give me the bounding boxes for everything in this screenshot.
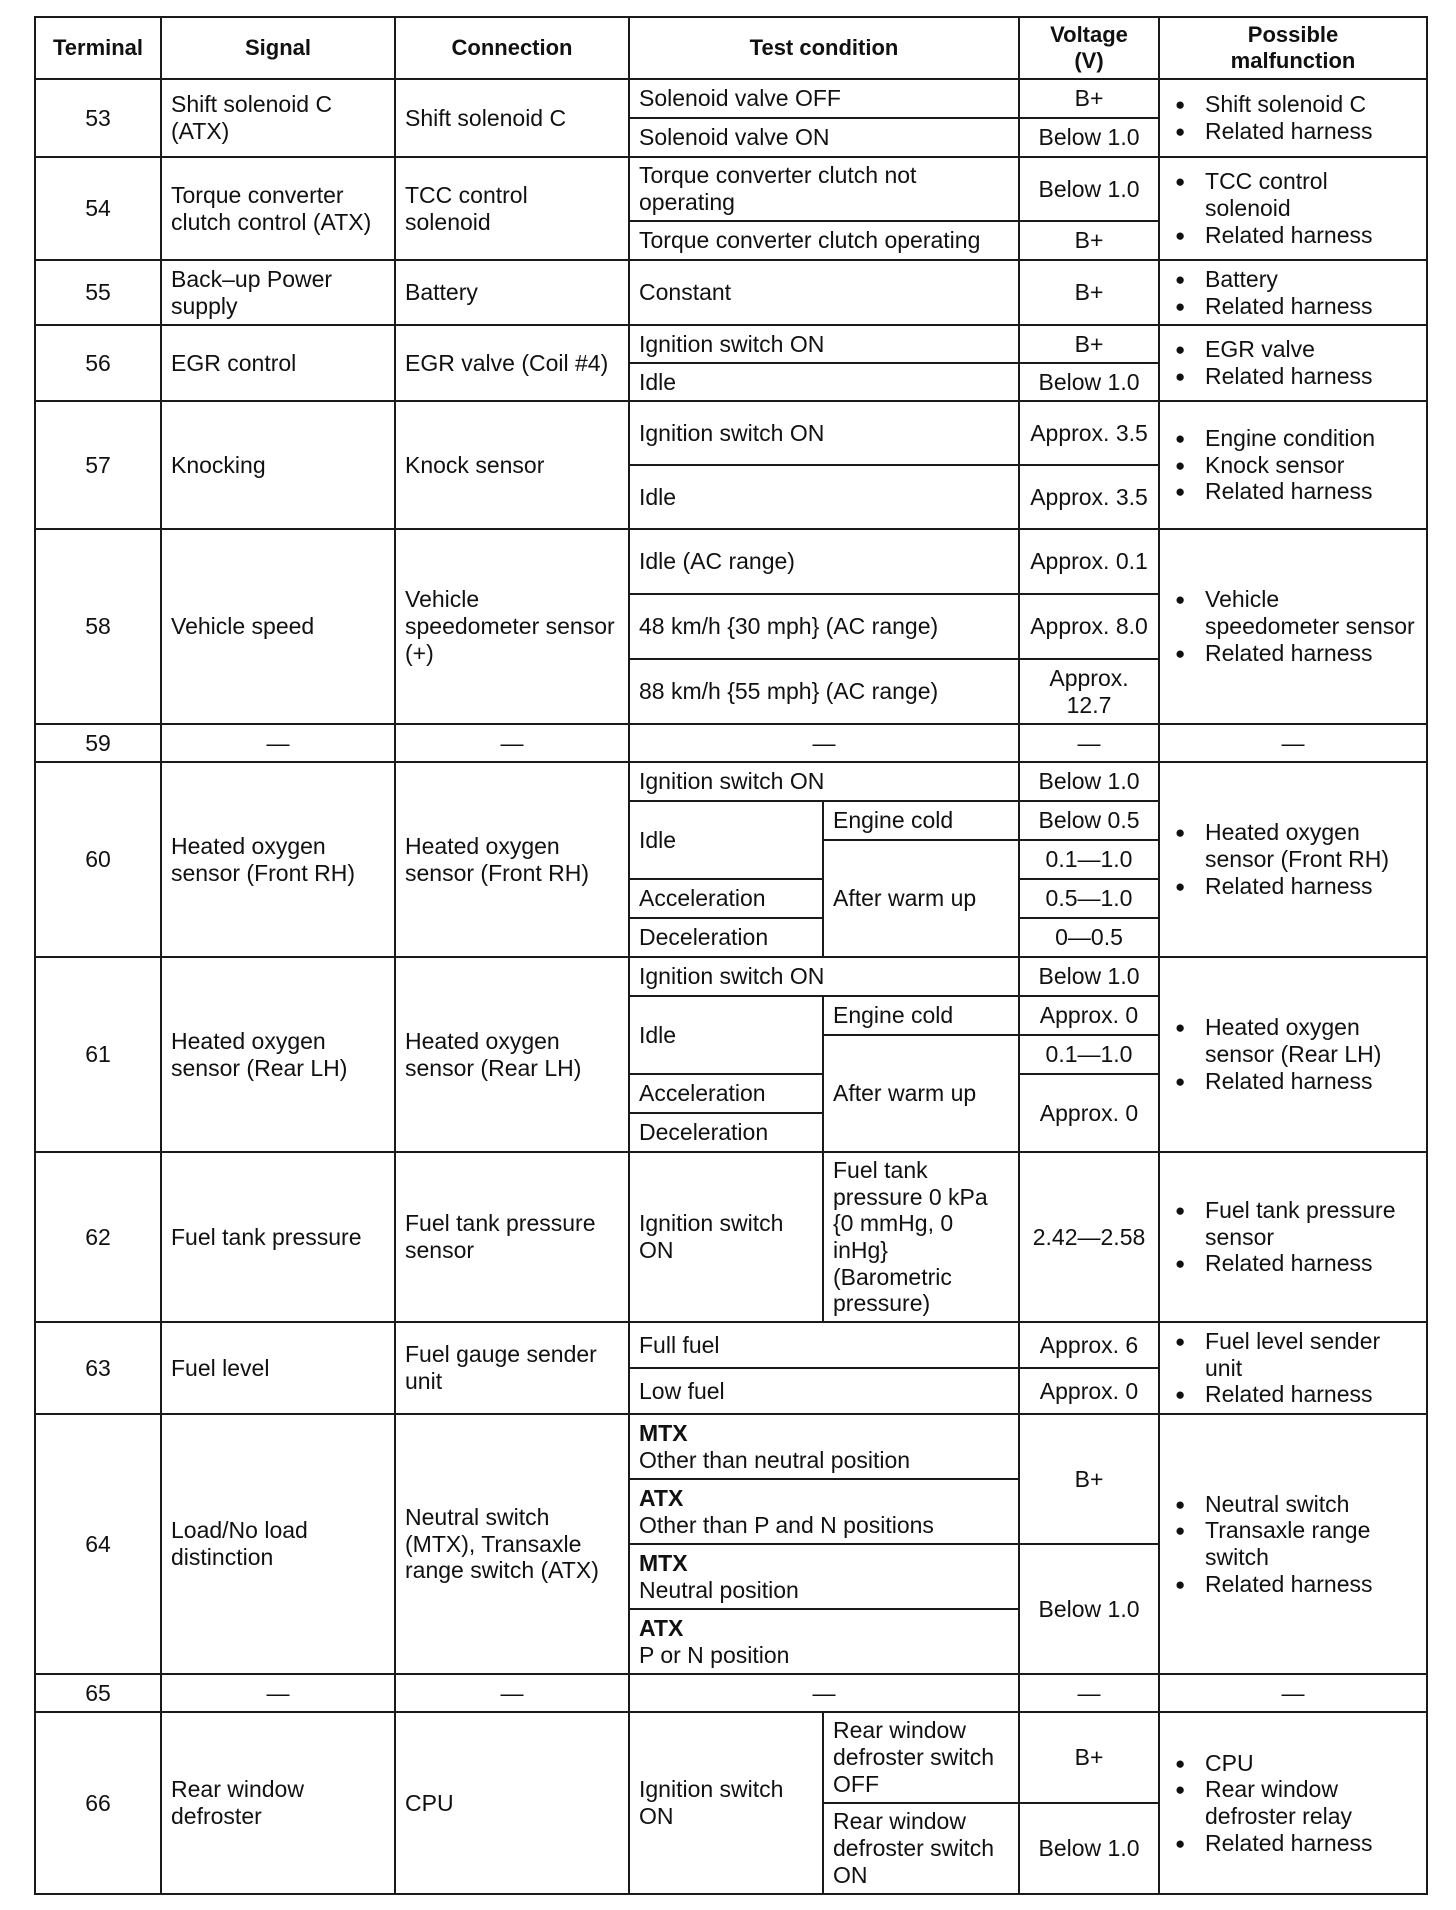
malfunction-cell [1159,260,1427,325]
condition-cell: Full fuel [629,1322,1019,1368]
terminal-number: 61 [35,957,161,1152]
malfunction-cell [1159,79,1427,157]
condition-title: ATX [639,1614,684,1641]
voltage-cell: Below 1.0 [1019,762,1159,801]
signal-cell: Vehicle speed [161,529,395,724]
malfunction-item: ● Related harness [1173,1068,1417,1095]
malfunction-item: ● Related harness [1173,222,1417,249]
malfunction-cell [1159,1322,1427,1414]
malfunction-item: ● Engine condition [1173,425,1417,452]
header-connection: Connection [395,17,629,79]
malfunction-item: ● Battery [1173,266,1417,293]
table-row [35,762,1427,801]
malfunction-cell [1159,401,1427,529]
terminal-number: 54 [35,157,161,260]
table-row [35,724,1427,762]
subcondition-cell: Engine cold [823,996,1019,1035]
header-test-condition: Test condition [629,17,1019,79]
malfunction-cell [1159,1712,1427,1894]
header-malfunction-line1: Possible [1247,22,1339,48]
condition-cell: Ignition switch ON [629,1712,823,1894]
table-row [35,325,1427,363]
subcondition-cell: Fuel tank pressure 0 kPa {0 mmHg, 0 inHg} (Barometric pressure) [823,1152,1019,1322]
condition-cell: Torque converter clutch operating [629,221,1019,260]
voltage-cell: Below 1.0 [1019,1544,1159,1674]
header-malfunction-line2: malfunction [1230,48,1356,73]
voltage-cell: 2.42—2.58 [1019,1152,1159,1322]
condition-cell: 48 km/h {30 mph} (AC range) [629,594,1019,659]
voltage-cell: B+ [1019,325,1159,363]
condition-cell: — [629,724,1019,762]
voltage-cell: — [1019,1674,1159,1712]
condition-cell: — [629,1674,1019,1712]
signal-cell: Knocking [161,401,395,529]
voltage-cell: B+ [1019,221,1159,260]
table-row [35,957,1427,996]
signal-cell: — [161,1674,395,1712]
terminal-number: 60 [35,762,161,957]
voltage-cell: B+ [1019,1414,1159,1544]
voltage-cell: Approx. 0 [1019,1368,1159,1414]
condition-cell: Solenoid valve ON [629,118,1019,157]
table-row [35,79,1427,118]
signal-cell: Shift solenoid C (ATX) [161,79,395,157]
signal-cell: Heated oxygen sensor (Front RH) [161,762,395,957]
header-voltage-label: Voltage [1050,22,1128,48]
condition-title: MTX [639,1549,688,1576]
malfunction-cell: — [1159,1674,1427,1712]
connection-cell: Heated oxygen sensor (Front RH) [395,762,629,957]
condition-cell: Ignition switch ON [629,1152,823,1322]
voltage-cell: Approx. 0.1 [1019,529,1159,594]
connection-cell: Shift solenoid C [395,79,629,157]
connection-cell: Battery [395,260,629,325]
subcondition-cell: Engine cold [823,801,1019,840]
terminal-number: 66 [35,1712,161,1894]
malfunction-item: ● Vehicle speedometer sensor [1173,586,1417,639]
malfunction-item: ● Related harness [1173,1381,1417,1408]
malfunction-item: ● Knock sensor [1173,452,1417,479]
condition-cell: Acceleration [629,1074,823,1113]
malfunction-item: ● CPU [1173,1750,1417,1777]
voltage-cell: Approx. 0 [1019,1074,1159,1152]
condition-cell [629,1544,1019,1609]
terminal-voltage-table [34,16,1428,1895]
connection-cell: Fuel gauge sender unit [395,1322,629,1414]
condition-cell: Solenoid valve OFF [629,79,1019,118]
voltage-cell: Below 1.0 [1019,363,1159,401]
condition-text: P or N position [639,1641,790,1668]
malfunction-cell [1159,957,1427,1152]
malfunction-item: ● Related harness [1173,1250,1417,1277]
terminal-number: 59 [35,724,161,762]
condition-cell: Idle (AC range) [629,529,1019,594]
voltage-cell: Below 1.0 [1019,157,1159,221]
header-voltage-unit: (V) [1074,48,1104,73]
condition-cell [629,1609,1019,1674]
voltage-cell: Approx. 8.0 [1019,594,1159,659]
malfunction-cell [1159,529,1427,724]
connection-cell: Fuel tank pressure sensor [395,1152,629,1322]
subcondition-cell: After warm up [823,840,1019,957]
malfunction-item: ● Related harness [1173,873,1417,900]
malfunction-item: ● Fuel level sender unit [1173,1328,1417,1381]
table-row [35,1674,1427,1712]
malfunction-item: ● Shift solenoid C [1173,91,1417,118]
header-voltage [1019,17,1159,79]
condition-cell: Deceleration [629,918,823,957]
subcondition-cell: Rear window defroster switch OFF [823,1712,1019,1803]
condition-cell: Ignition switch ON [629,762,1019,801]
condition-text: Other than P and N positions [639,1511,934,1538]
condition-cell: Deceleration [629,1113,823,1152]
signal-cell: EGR control [161,325,395,401]
malfunction-cell [1159,157,1427,260]
table-row [35,1152,1427,1322]
terminal-number: 56 [35,325,161,401]
header-terminal: Terminal [35,17,161,79]
condition-text: Neutral position [639,1576,799,1603]
condition-cell: Ignition switch ON [629,401,1019,465]
connection-cell: Heated oxygen sensor (Rear LH) [395,957,629,1152]
voltage-cell: Below 0.5 [1019,801,1159,840]
voltage-cell: B+ [1019,79,1159,118]
malfunction-item: ● Heated oxygen sensor (Rear LH) [1173,1014,1417,1067]
signal-cell: Rear window defroster [161,1712,395,1894]
condition-cell [629,1479,1019,1544]
malfunction-item: ● Fuel tank pressure sensor [1173,1197,1417,1250]
voltage-cell: B+ [1019,1712,1159,1803]
connection-cell: Vehicle speedometer sensor (+) [395,529,629,724]
terminal-number: 57 [35,401,161,529]
malfunction-item: ● Related harness [1173,293,1417,320]
malfunction-item: ● Related harness [1173,478,1417,505]
terminal-number: 65 [35,1674,161,1712]
voltage-cell: Approx. 12.7 [1019,659,1159,724]
connection-cell: Neutral switch (MTX), Transaxle range switch (ATX) [395,1414,629,1674]
signal-cell: Torque converter clutch control (ATX) [161,157,395,260]
condition-cell: Acceleration [629,879,823,918]
malfunction-item: ● Related harness [1173,1830,1417,1857]
malfunction-item: ● EGR valve [1173,336,1417,363]
condition-cell: Idle [629,801,823,879]
terminal-number: 62 [35,1152,161,1322]
malfunction-item: ● TCC control solenoid [1173,168,1417,221]
malfunction-cell [1159,325,1427,401]
signal-cell: Back–up Power supply [161,260,395,325]
connection-cell: Knock sensor [395,401,629,529]
connection-cell: TCC control solenoid [395,157,629,260]
malfunction-cell [1159,1152,1427,1322]
terminal-number: 58 [35,529,161,724]
connection-cell: — [395,724,629,762]
condition-cell: Ignition switch ON [629,325,1019,363]
subcondition-cell: Rear window defroster switch ON [823,1803,1019,1894]
terminal-number: 64 [35,1414,161,1674]
table-row [35,401,1427,465]
voltage-cell: Approx. 3.5 [1019,401,1159,465]
condition-cell: Torque converter clutch not operating [629,157,1019,221]
table-row [35,1322,1427,1368]
condition-title: MTX [639,1419,688,1446]
voltage-cell: Approx. 0 [1019,996,1159,1035]
malfunction-item: ● Transaxle range switch [1173,1517,1417,1570]
malfunction-item: ● Related harness [1173,1571,1417,1598]
condition-cell: Idle [629,465,1019,529]
condition-title: ATX [639,1484,684,1511]
header-row [35,17,1427,79]
header-signal: Signal [161,17,395,79]
malfunction-cell [1159,1414,1427,1674]
malfunction-item: ● Rear window defroster relay [1173,1776,1417,1829]
malfunction-cell: — [1159,724,1427,762]
voltage-cell: 0—0.5 [1019,918,1159,957]
voltage-cell: Below 1.0 [1019,1803,1159,1894]
condition-cell: 88 km/h {55 mph} (AC range) [629,659,1019,724]
voltage-cell: 0.5—1.0 [1019,879,1159,918]
table-row [35,529,1427,594]
table-row [35,1414,1427,1479]
connection-cell: CPU [395,1712,629,1894]
signal-cell: — [161,724,395,762]
malfunction-item: ● Related harness [1173,118,1417,145]
header-malfunction [1159,17,1427,79]
condition-cell: Idle [629,996,823,1074]
condition-cell: Low fuel [629,1368,1019,1414]
malfunction-item: ● Heated oxygen sensor (Front RH) [1173,819,1417,872]
voltage-cell: 0.1—1.0 [1019,1035,1159,1074]
voltage-cell: 0.1—1.0 [1019,840,1159,879]
voltage-cell: — [1019,724,1159,762]
voltage-cell: B+ [1019,260,1159,325]
malfunction-item: ● Neutral switch [1173,1491,1417,1518]
voltage-cell: Below 1.0 [1019,118,1159,157]
voltage-cell: Approx. 6 [1019,1322,1159,1368]
connection-cell: EGR valve (Coil #4) [395,325,629,401]
condition-cell: Constant [629,260,1019,325]
table-row [35,157,1427,221]
condition-text: Other than neutral position [639,1446,911,1473]
signal-cell: Fuel level [161,1322,395,1414]
malfunction-cell [1159,762,1427,957]
voltage-cell: Approx. 3.5 [1019,465,1159,529]
terminal-number: 53 [35,79,161,157]
condition-cell: Idle [629,363,1019,401]
table-row [35,1712,1427,1803]
terminal-number: 63 [35,1322,161,1414]
terminal-number: 55 [35,260,161,325]
connection-cell: — [395,1674,629,1712]
table-row [35,260,1427,325]
voltage-cell: Below 1.0 [1019,957,1159,996]
malfunction-item: ● Related harness [1173,640,1417,667]
condition-cell [629,1414,1019,1479]
signal-cell: Load/No load distinction [161,1414,395,1674]
subcondition-cell: After warm up [823,1035,1019,1152]
malfunction-item: ● Related harness [1173,363,1417,390]
signal-cell: Fuel tank pressure [161,1152,395,1322]
condition-cell: Ignition switch ON [629,957,1019,996]
signal-cell: Heated oxygen sensor (Rear LH) [161,957,395,1152]
